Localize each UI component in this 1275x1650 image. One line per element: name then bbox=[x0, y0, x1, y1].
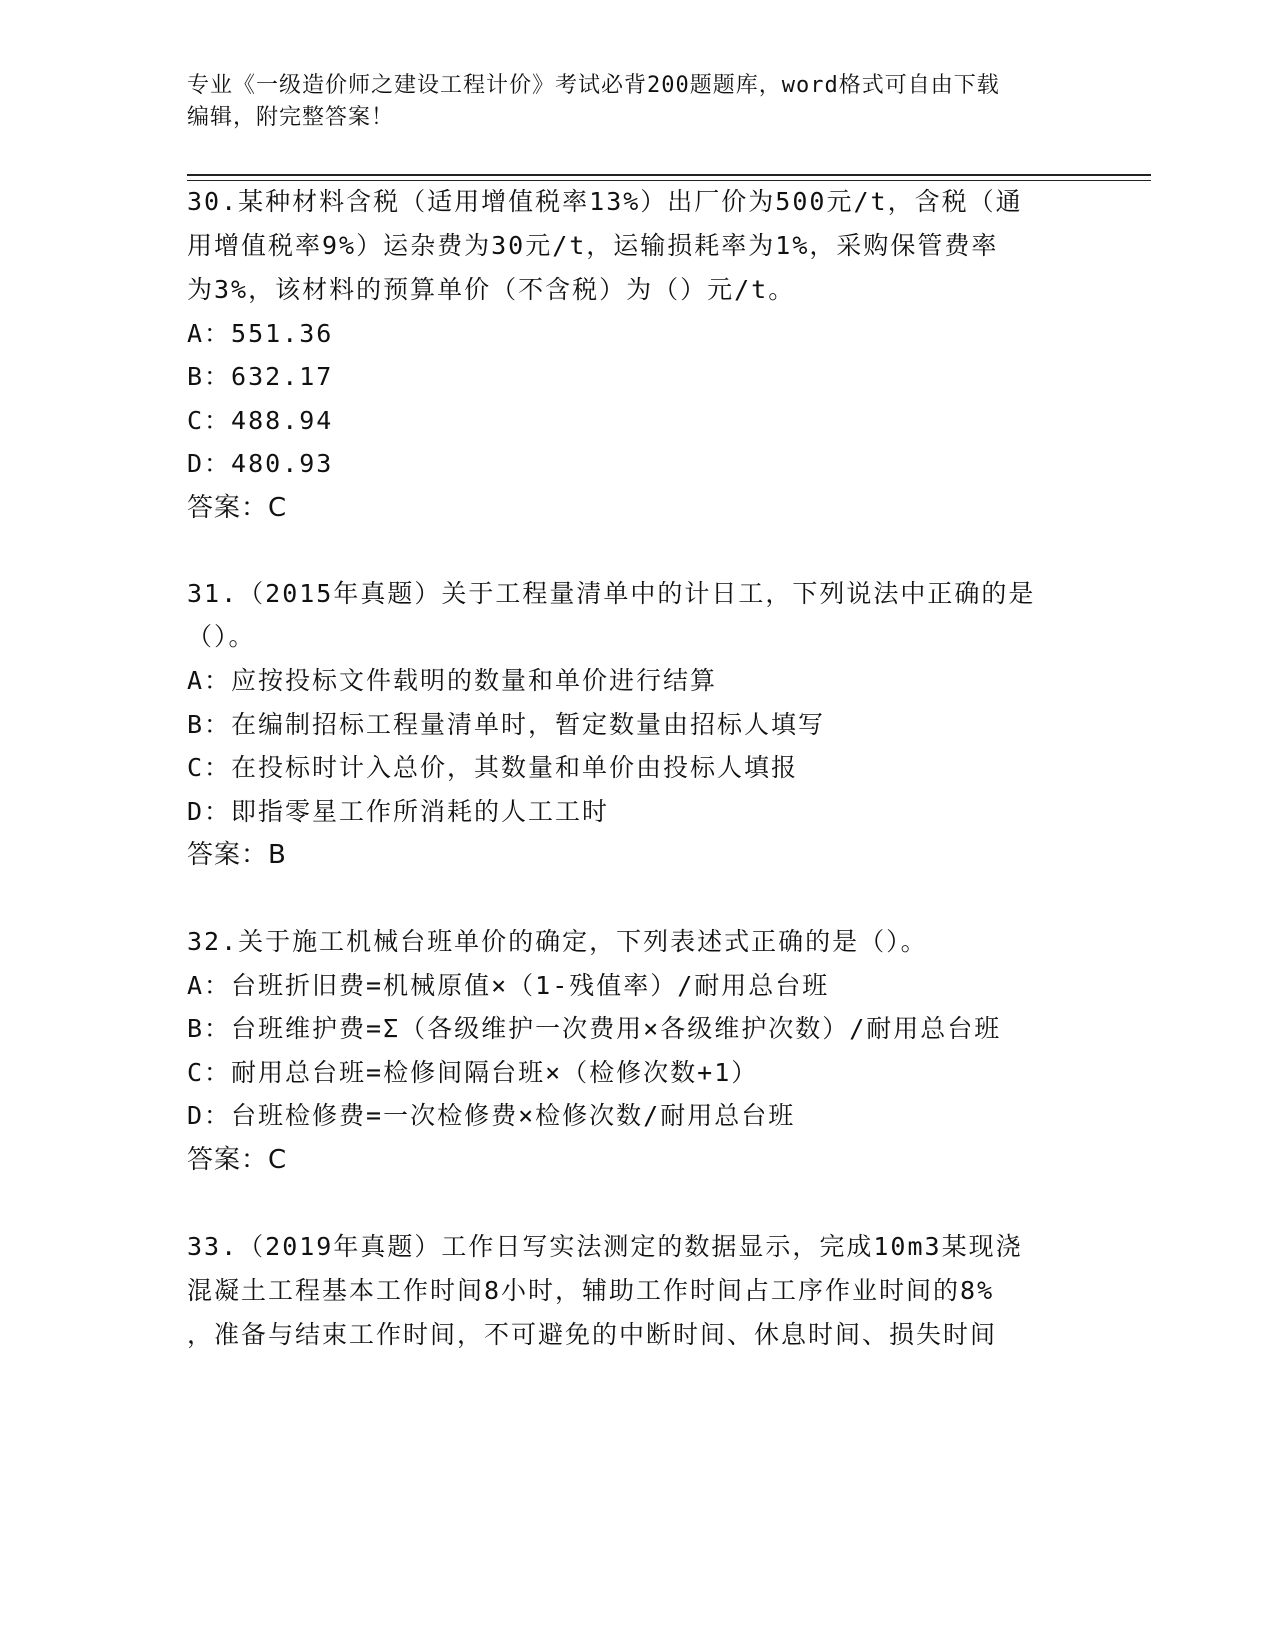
option-d: D：即指零星工作所消耗的人工工时 bbox=[187, 797, 610, 826]
option-b: B：632.17 bbox=[187, 362, 334, 391]
option-c: C：在投标时计入总价，其数量和单价由投标人填报 bbox=[187, 753, 799, 782]
answer-line: 答案：B bbox=[187, 840, 287, 870]
option-c: C：488.94 bbox=[187, 406, 334, 435]
question-text-line: （）。 bbox=[187, 622, 256, 651]
option-b: B：在编制招标工程量清单时，暂定数量由招标人填写 bbox=[187, 710, 826, 739]
option-a: A：台班折旧费=机械原值×（1-残值率）/耐用总台班 bbox=[187, 971, 830, 1000]
answer-line: 答案：C bbox=[187, 1145, 288, 1175]
question-text-line: 混凝土工程基本工作时间8小时，辅助工作时间占工序作业时间的8% bbox=[187, 1276, 995, 1305]
question-text-line: ，准备与结束工作时间，不可避免的中断时间、休息时间、损失时间 bbox=[187, 1320, 998, 1349]
question-text-line: 30.某种材料含税（适用增值税率13%）出厂价为500元/t，含税（通 bbox=[187, 187, 1023, 216]
option-b: B：台班维护费=Σ（各级维护一次费用×各级维护次数）/耐用总台班 bbox=[187, 1014, 1002, 1043]
option-a: A：应按投标文件载明的数量和单价进行结算 bbox=[187, 666, 718, 695]
option-d: D：480.93 bbox=[187, 449, 334, 478]
document-header bbox=[187, 70, 1067, 134]
header-line-1: 专业《一级造价师之建设工程计价》考试必背200题题库，word格式可自由下载 bbox=[187, 73, 1000, 98]
header-divider-thick bbox=[187, 174, 1151, 176]
option-a: A：551.36 bbox=[187, 319, 334, 348]
header-line-2: 编辑，附完整答案！ bbox=[187, 105, 395, 130]
option-d: D：台班检修费=一次检修费×检修次数/耐用总台班 bbox=[187, 1101, 796, 1130]
question-text-line: 32.关于施工机械台班单价的确定，下列表述式正确的是（）。 bbox=[187, 927, 928, 956]
question-text-line: 33.（2019年真题）工作日写实法测定的数据显示，完成10m3某现浇 bbox=[187, 1232, 1023, 1261]
question-text-line: 为3%，该材料的预算单价（不含税）为（）元/t。 bbox=[187, 275, 796, 304]
question-text-line: 31.（2015年真题）关于工程量清单中的计日工，下列说法中正确的是 bbox=[187, 579, 1036, 608]
option-c: C：耐用总台班=检修间隔台班×（检修次数+1） bbox=[187, 1058, 759, 1087]
answer-line: 答案：C bbox=[187, 493, 288, 523]
question-text-line: 用增值税率9%）运杂费为30元/t，运输损耗率为1%，采购保管费率 bbox=[187, 231, 999, 260]
